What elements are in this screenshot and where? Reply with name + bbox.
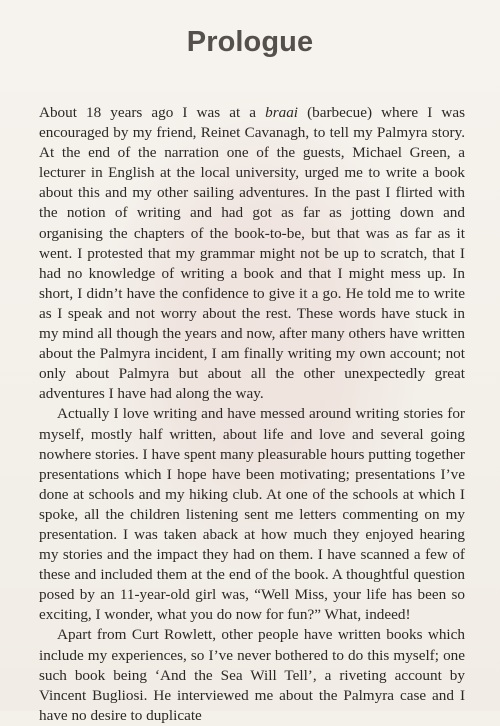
- paragraph-1-part-1: About 18 years ago I was at a: [39, 104, 266, 121]
- paragraph-1-italic-term: braai: [265, 104, 299, 121]
- paragraph-2: Actually I love writing and have messed around writing stories for myself, mostly half written, about life and love and several going nowhere stories. I have spent many pleasurable hours putting together presentations which I hope have been motivating; presentations I’ve done at schools and my hiking club. At one of the schools at which I spoke, all the children listening sent me letters commenting on my presentation. I was taken aback at how much they enjoyed hearing my stories and the impact they had on them. I have scanned a few of these and included them at the end of the book. A thoughtful question posed by an 11-year-old girl was, “Well Miss, your life has been so exciting, I wonder, what you do now for fun?” What, indeed!: [39, 405, 465, 624]
- paragraph-1: [39, 103, 465, 404]
- paragraph-3: Apart from Curt Rowlett, other people have written books which include my experiences, so I’ve never bothered to do this myself; one such book being ‘And the Sea Will Tell’, a riveting account by Vincent Bugliosi. He interviewed me about the Palmyra case and I have no desire to duplicate: [39, 626, 465, 724]
- chapter-title: Prologue: [186, 26, 314, 58]
- paragraph-1-part-2: (barbecue) where I was encouraged by my friend, Reinet Cavanagh, to tell my Palmyra story. At the end of the narration one of the guests, Michael Green, a lecturer in English at the local university, urged me to write a book about this and my other sailing adventures. In the past I flirted with the notion of writing and had got as far as jotting down and organising the chapters of the book-to-be, but that was as far as it went. I protested that my grammar might not be up to scratch, that I had no knowledge of writing a book and that I might mess up. In short, I didn’t have the confidence to give it a go. He told me to write as I speak and not worry about the rest. These words have stuck in my mind all though the years and now, after many others have written about the Palmyra incident, I am finally writing my own account; not only about Palmyra but about all the other unexpectedly great adventures I have had along the way.: [39, 104, 465, 403]
- prologue-text: [39, 103, 465, 726]
